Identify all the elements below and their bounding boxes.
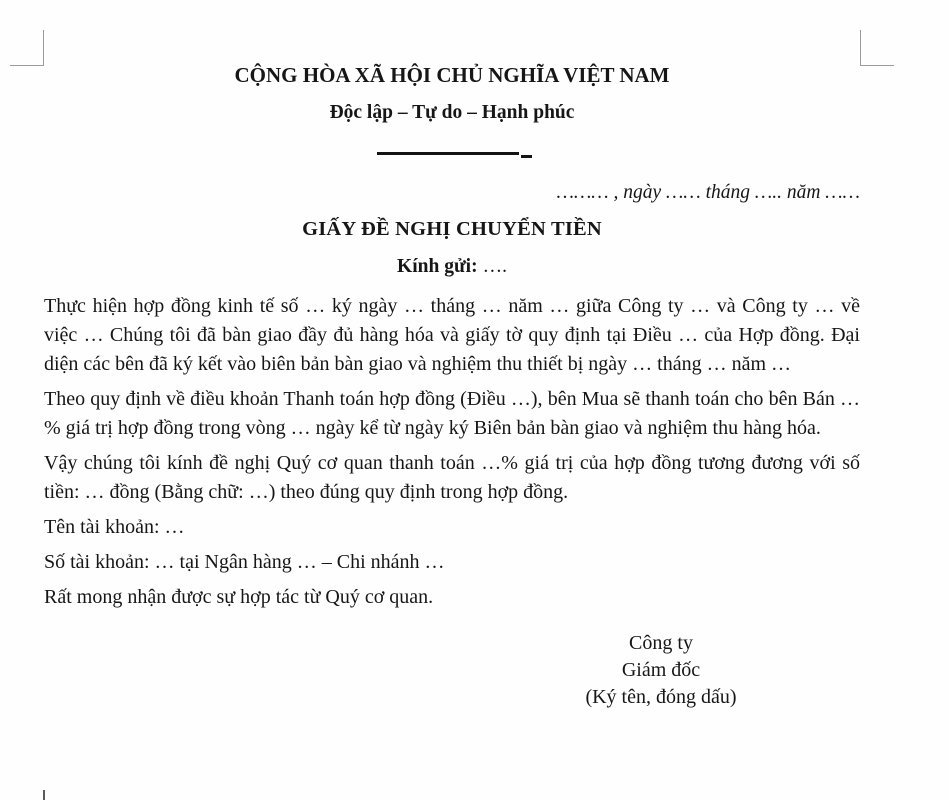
- margin-mark-top-left-vertical: [43, 30, 44, 66]
- document-body: [44, 292, 860, 612]
- date-line: ……… , ngày …… tháng ….. năm ……: [556, 182, 860, 203]
- salutation-value: ….: [482, 256, 507, 277]
- body-paragraph-account-number: Số tài khoản: … tại Ngân hàng … – Chi nhánh …: [44, 551, 445, 573]
- salutation-line: [44, 254, 860, 280]
- salutation-label: Kính gửi:: [397, 256, 478, 277]
- body-paragraph: Theo quy định về điều khoản Thanh toán hợp đồng (Điều …), bên Mua sẽ thanh toán cho bên Bán …% giá trị hợp đồng trong vòng … ngày kể từ ngày ký Biên bản bàn giao và nghiệm thu hàng hóa.: [44, 388, 860, 439]
- margin-mark-top-right-vertical: [860, 30, 861, 66]
- national-motto: Độc lập – Tự do – Hạnh phúc: [329, 102, 575, 123]
- document-title: GIẤY ĐỀ NGHỊ CHUYỂN TIỀN: [302, 218, 602, 240]
- national-header-title: CỘNG HÒA XÃ HỘI CHỦ NGHĨA VIỆT NAM: [234, 63, 670, 87]
- margin-mark-top-left-horizontal: [10, 65, 44, 66]
- signature-line-instruction: (Ký tên, đóng dấu): [585, 686, 737, 708]
- body-paragraph-closing: Rất mong nhận được sự hợp tác từ Quý cơ quan.: [44, 586, 434, 608]
- signature-line-company: Công ty: [629, 632, 693, 654]
- header-divider-line: [377, 152, 519, 155]
- body-paragraph-account-name: Tên tài khoản: …: [44, 516, 185, 538]
- margin-mark-top-right-horizontal: [860, 65, 894, 66]
- signature-line-director: Giám đốc: [621, 659, 701, 681]
- body-paragraph: Thực hiện hợp đồng kinh tế số … ký ngày … tháng … năm … giữa Công ty … và Công ty … về việc … Chúng tôi đã bàn giao đầy đủ hàng hóa và giấy tờ quy định tại Điều … của Hợp đồng. Đại diện các bên đã ký kết vào biên bản bàn giao và nghiệm thu thiết bị ngày … tháng … năm …: [44, 295, 860, 375]
- margin-mark-bottom-left-vertical: [43, 790, 45, 800]
- document-content: [44, 62, 860, 711]
- signature-block: [501, 630, 821, 711]
- body-paragraph: Vậy chúng tôi kính đề nghị Quý cơ quan thanh toán …% giá trị của hợp đồng tương đương với số tiền: … đồng (Bằng chữ: …) theo đúng quy định trong hợp đồng.: [44, 452, 860, 503]
